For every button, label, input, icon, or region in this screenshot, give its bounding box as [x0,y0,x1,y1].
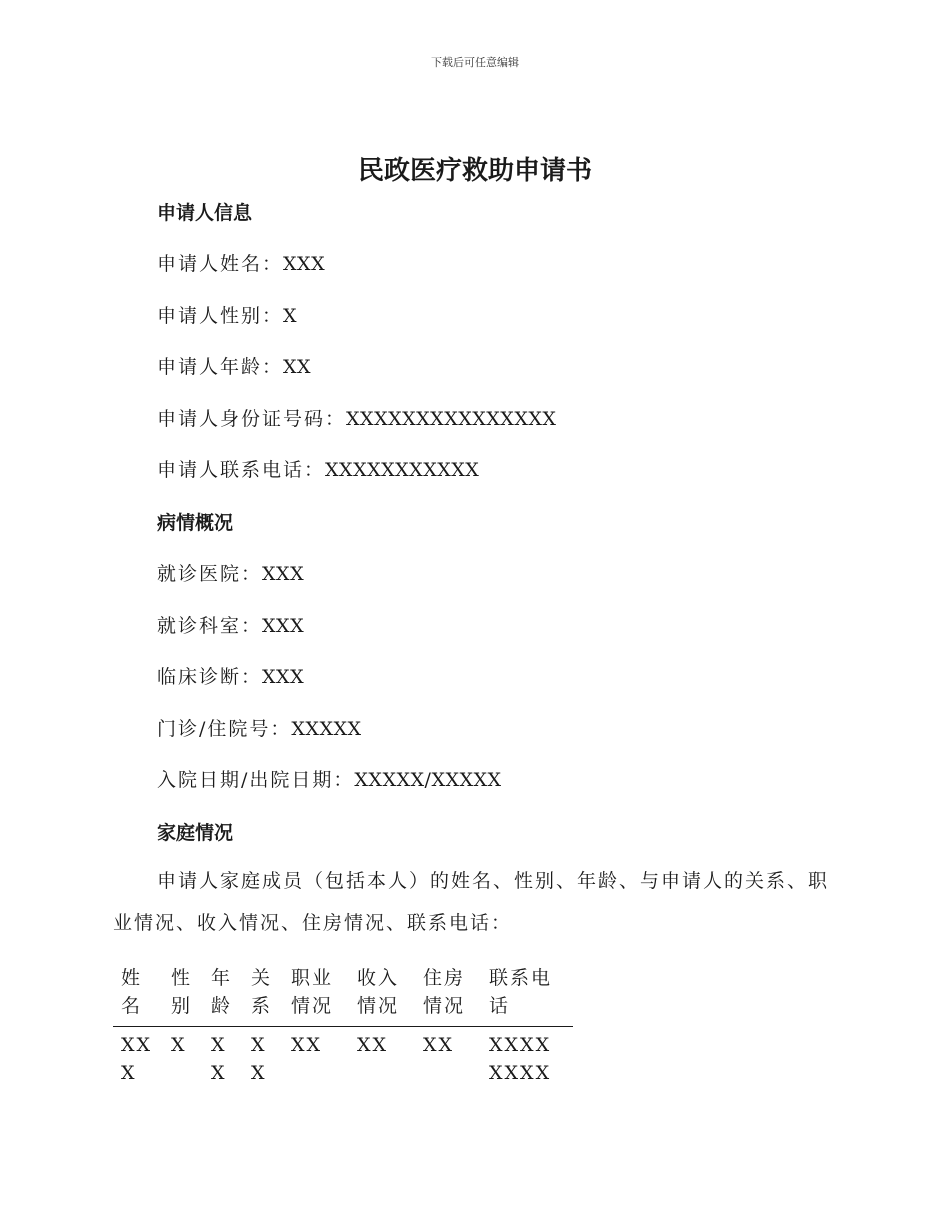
field-applicant-id-number [157,404,556,431]
table-row [113,1027,573,1088]
column-header-housing: 住房情况 [415,962,481,1027]
section-heading-family: 家庭情况 [157,822,234,844]
field-value: XXX [283,253,326,275]
family-members-table [113,962,573,1087]
field-record-number [157,714,362,741]
field-applicant-phone [157,455,479,482]
table-cell: XX [211,1034,227,1084]
field-label: 申请人联系电话： [157,459,326,481]
field-value: XXXXX [291,718,362,740]
field-label: 就诊科室： [157,615,263,637]
field-admission-discharge-dates [157,765,502,792]
table-cell: XX [357,1034,389,1056]
section-heading-applicant: 申请人信息 [157,202,253,224]
table-cell: XX [291,1034,323,1056]
field-value: XXX [262,563,305,585]
table-cell: XXXXXXXX [489,1034,552,1084]
column-header-name: 姓名 [113,962,163,1027]
column-header-phone: 联系电话 [481,962,573,1027]
field-value: XX [283,356,312,378]
field-applicant-name [157,249,325,276]
field-label: 入院日期/出院日期： [157,769,355,791]
field-value: XXXXXXXXXXXXXXX [346,408,557,430]
column-header-sex: 性别 [163,962,203,1027]
field-hospital [157,559,304,586]
field-value: X [283,305,298,327]
section-heading-illness: 病情概况 [157,512,234,534]
field-label: 申请人姓名： [157,253,284,275]
field-value: XXXXX/XXXXX [354,769,502,791]
field-label: 临床诊断： [157,666,263,688]
table-cell: XX [251,1034,267,1084]
field-diagnosis [157,662,304,689]
field-label: 门诊/住院号： [157,718,292,740]
field-label: 申请人年龄： [157,356,284,378]
field-value: XXX [262,666,305,688]
column-header-relation: 关系 [243,962,283,1027]
column-header-age: 年龄 [203,962,243,1027]
family-description: 申请人家庭成员（包括本人）的姓名、性别、年龄、与申请人的关系、职业情况、收入情况、住房情况、联系电话： [113,870,830,934]
table-cell: X [171,1034,187,1056]
table-header-row [113,962,573,1027]
field-label: 申请人性别： [157,305,284,327]
column-header-income: 收入情况 [349,962,415,1027]
field-label: 就诊医院： [157,563,263,585]
field-applicant-age [157,352,311,379]
field-applicant-sex [157,301,297,328]
field-value: XXXXXXXXXXX [325,459,480,481]
field-department [157,611,304,638]
table-cell: XXX [121,1034,153,1084]
header-note: 下载后可任意编辑 [431,56,519,69]
column-header-occupation: 职业情况 [283,962,349,1027]
field-value: XXX [262,615,305,637]
field-label: 申请人身份证号码： [157,408,347,430]
table-cell: XX [423,1034,455,1056]
document-title: 民政医疗救助申请书 [357,156,592,186]
